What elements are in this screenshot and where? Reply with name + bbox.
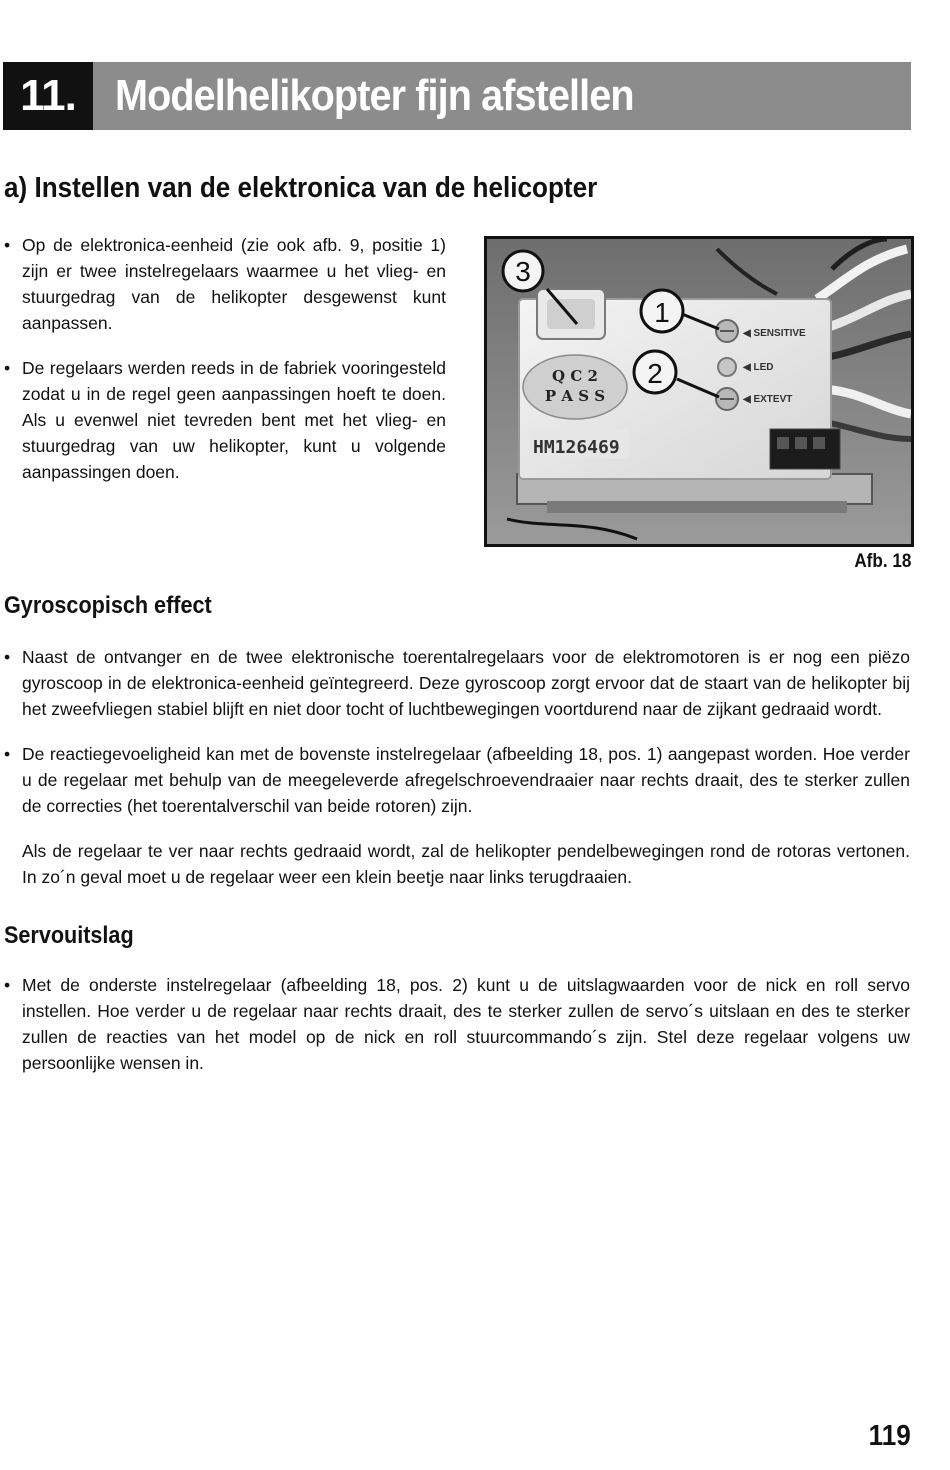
sensitive-label: ◀ SENSITIVE (743, 328, 806, 339)
list-item: • De reactiegevoeligheid kan met de bovenste instelregelaar (afbeelding 18, pos. 1) aangepast worden. Hoe verder u de regelaar met behulp van de meegeleverde afregelschroevendraaier naar rechts draait, des te sterker zullen de correcties (het toerentalverschil van beide rotoren) zijn. (4, 741, 910, 819)
chapter-header (3, 62, 911, 130)
electronics-unit-photo (484, 236, 914, 547)
callout-2: 2 (647, 358, 663, 389)
led-label: ◀ LED (743, 362, 774, 373)
serial-label: HM126469 (533, 437, 620, 458)
list-item: • De regelaars werden reeds in de fabriek vooringesteld zodat u in de regel geen aanpassingen hoeft te doen. Als u evenwel niet tevreden bent met het vlieg- en stuurgedrag van uw helikopter, kunt u volgende aanpassingen doen. (4, 355, 446, 485)
intro-bullet-list (4, 232, 446, 504)
figure-caption: Afb. 18 (853, 551, 911, 572)
servo-title: Servouitslag (4, 922, 134, 949)
callout-3: 3 (515, 256, 531, 287)
gyro-title: Gyroscopisch effect (4, 592, 212, 619)
list-item: • Naast de ontvanger en de twee elektronische toerentalregelaars voor de elektromotoren is er nog een piëzo gyroscoop in de elektronica-eenheid geïntegreerd. Deze gyroscoop zorgt ervoor dat de staart van de helikopter bij het zweefvliegen stabiel blijft en niet door tocht of luchtbewegingen voortdurend naar de zijkant gedraaid wordt. (4, 644, 910, 722)
chapter-title: Modelhelikopter fijn afstellen (115, 71, 634, 120)
gyro-bullet-list (4, 644, 910, 838)
page-number: 119 (868, 1420, 911, 1452)
qc-line-1: Q C 2 (552, 367, 598, 385)
chapter-number: 11. (3, 62, 93, 130)
list-item: • Op de elektronica-eenheid (zie ook afb. 9, positie 1) zijn er twee instelregelaars waarmee u het vlieg- en stuurgedrag van de helikopter desgewenst kunt aanpassen. (4, 232, 446, 336)
extevt-label: ◀ EXTEVT (743, 394, 793, 405)
section-title: a) Instellen van de elektronica van de helicopter (4, 172, 598, 204)
electronics-unit-illustration (487, 239, 911, 544)
servo-bullet-list (4, 972, 910, 1095)
list-item: • Met de onderste instelregelaar (afbeelding 18, pos. 2) kunt u de uitslagwaarden voor de nick en roll servo instellen. Hoe verder u de regelaar naar rechts draait, des te sterker zullen de servo´s uitslaan en des te sterker zullen de reacties van het model op de nick en roll stuurcommando´s zijn. Stel deze regelaar volgens uw persoonlijke wensen in. (4, 972, 910, 1076)
gyro-paragraph: Als de regelaar te ver naar rechts gedraaid wordt, zal de helikopter pendelbewegingen rond de rotoras vertonen. In zo´n geval moet u de regelaar weer een klein beetje naar links terugdraaien. (22, 841, 910, 887)
callout-1: 1 (654, 297, 670, 328)
qc-line-2: P A S S (544, 387, 606, 405)
